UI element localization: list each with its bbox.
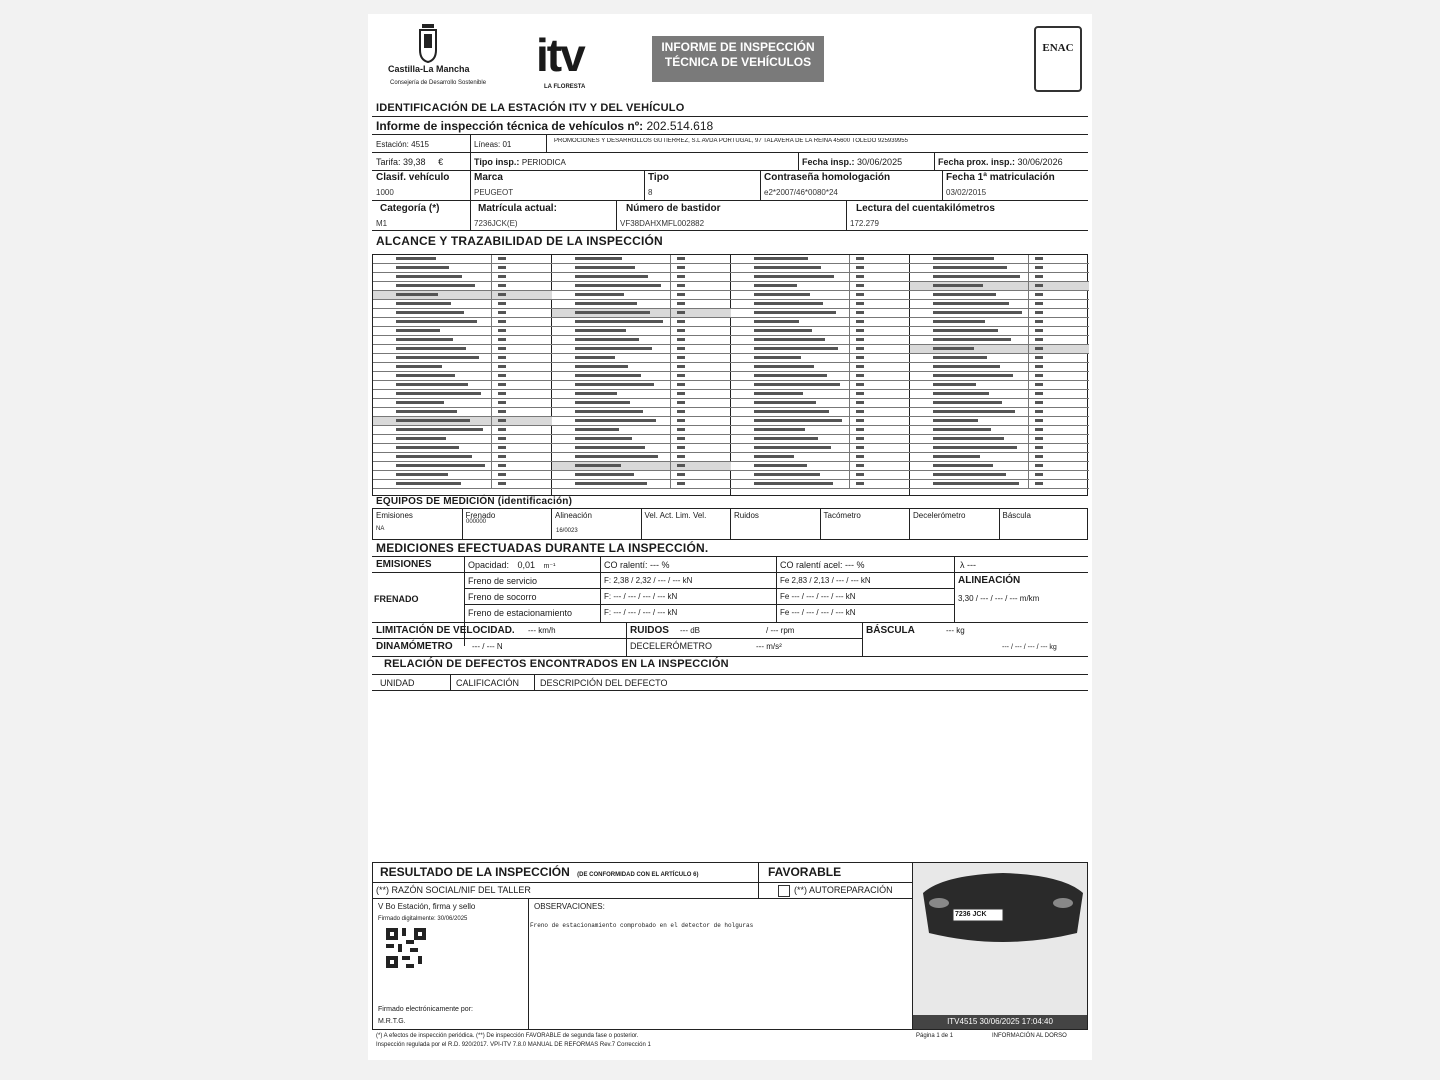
dinamometro-label: DINAMÓMETRO [376, 641, 453, 652]
scope-row [731, 282, 910, 291]
scope-row [373, 273, 552, 282]
footer-info: INFORMACIÓN AL DORSO [992, 1033, 1067, 1039]
plate-value: 7236JCK(E) [474, 219, 518, 228]
scope-row [910, 273, 1089, 282]
category-label: Categoría (*) [380, 203, 440, 214]
scope-row [552, 300, 731, 309]
scope-title: ALCANCE Y TRAZABILIDAD DE LA INSPECCIÓN [376, 234, 663, 248]
scope-row [731, 327, 910, 336]
alineacion-sub: 16/0023 [556, 528, 578, 534]
scope-row [910, 309, 1089, 318]
ruidos-rpm: / --- rpm [766, 626, 795, 635]
opacidad-value: 0,01 [517, 560, 536, 570]
scope-row [910, 255, 1089, 264]
odometer-value: 172.279 [850, 219, 879, 228]
class-value: 1000 [376, 188, 394, 197]
scope-row [731, 345, 910, 354]
scope-row [910, 363, 1089, 372]
scope-row [552, 444, 731, 453]
limitacion-label: LIMITACIÓN DE VELOCIDAD. [376, 625, 515, 636]
result-title: RESULTADO DE LA INSPECCIÓN [380, 865, 570, 879]
frenado-sub: 000000 [466, 519, 487, 525]
freno-servicio-f: F: 2,38 / 2,32 / --- / --- kN [604, 576, 693, 585]
lines-label: Líneas: [474, 140, 501, 149]
scope-row [552, 381, 731, 390]
type-label: Tipo [648, 172, 669, 183]
result-title-sub: (DE CONFORMIDAD CON EL ARTÍCULO 6) [577, 872, 699, 878]
scope-row [910, 327, 1089, 336]
scope-row [731, 444, 910, 453]
col-descripcion: DESCRIPCIÓN DEL DEFECTO [540, 678, 668, 688]
lines-value: 01 [502, 140, 512, 149]
report-number-row [376, 119, 713, 133]
scope-row [910, 282, 1089, 291]
scope-row [373, 435, 552, 444]
report-banner-line1: INFORME DE INSPECCIÓN [661, 40, 815, 54]
region-sub: Consejería de Desarrollo Sostenible [390, 80, 487, 86]
scope-row [373, 453, 552, 462]
scope-row [731, 354, 910, 363]
signer-name: M.R.T.G. [378, 1018, 406, 1025]
scope-row [373, 426, 552, 435]
scope-row [373, 381, 552, 390]
col-calificacion: CALIFICACIÓN [456, 678, 520, 688]
scope-row [910, 462, 1089, 471]
date-next-row [938, 157, 1063, 167]
scope-row [910, 435, 1089, 444]
company-text: PROMOCIONES Y DESARROLLOS GUTIERREZ, S.L AVDA PORTUGAL, 97 TALAVERA DE LA REINA 45600 TOLEDO 925939955 [554, 138, 908, 144]
bascula-value: --- kg [946, 626, 965, 635]
autoreparacion: (**) AUTOREPARACIÓN [794, 885, 893, 895]
report-banner-line2: TÉCNICA DE VEHÍCULOS [664, 55, 812, 69]
result-title-row [380, 865, 698, 879]
scope-row [731, 462, 910, 471]
scope-row [373, 345, 552, 354]
vobo-date: Firmado digitalmente: 30/06/2025 [378, 916, 468, 922]
odometer-label: Lectura del cuentakilómetros [856, 203, 995, 214]
observaciones-label: OBSERVACIONES: [534, 902, 605, 911]
scope-row [373, 354, 552, 363]
type-value: 8 [648, 188, 653, 197]
station-row [376, 140, 429, 149]
col-unidad: UNIDAD [380, 678, 415, 688]
scope-row [731, 255, 910, 264]
equipment-decelerometro-label: Decelerómetro [913, 511, 966, 520]
type-insp-row [474, 157, 566, 167]
scope-row [552, 273, 731, 282]
scope-row [910, 426, 1089, 435]
scope-row [373, 255, 552, 264]
alineacion-value: 3,30 / --- / --- / --- m/km [958, 594, 1040, 603]
report-number-value: 202.514.618 [646, 119, 714, 133]
scope-row [373, 408, 552, 417]
co-ralenti: CO ralentí: --- % [604, 560, 670, 570]
date-next-value: 30/06/2026 [1017, 157, 1063, 167]
scope-row [731, 408, 910, 417]
first-reg-value: 03/02/2015 [946, 188, 987, 197]
report-banner [652, 36, 824, 82]
date-next-label: Fecha prox. insp.: [938, 157, 1016, 167]
date-insp-label: Fecha insp.: [802, 157, 855, 167]
freno-servicio-fe: Fe 2,83 / 2,13 / --- / --- kN [780, 576, 871, 585]
scope-row [552, 399, 731, 408]
scope-row [910, 300, 1089, 309]
photo-stamp: ITV4515 30/06/2025 17:04:40 [913, 1015, 1087, 1029]
scope-row [910, 444, 1089, 453]
scope-row [552, 354, 731, 363]
scope-row [910, 408, 1089, 417]
scope-row [373, 327, 552, 336]
scope-row [552, 318, 731, 327]
photo-plate: 7236 JCK [955, 911, 987, 918]
signed-label: Firmado electrónicamente por: [378, 1006, 473, 1013]
freno-estac-f: F: --- / --- / --- / --- kN [604, 608, 678, 617]
equipment-frenado-label: Frenado [465, 511, 496, 520]
scope-row [552, 390, 731, 399]
scope-row [731, 300, 910, 309]
rate-value: 39,38 [403, 157, 426, 167]
scope-row [552, 345, 731, 354]
scope-row [552, 363, 731, 372]
date-insp-value: 30/06/2025 [857, 157, 903, 167]
homolog-label: Contraseña homologación [764, 172, 891, 183]
enac-badge [1034, 26, 1082, 92]
scope-row [373, 291, 552, 300]
scope-row [731, 273, 910, 282]
plate-label: Matrícula actual: [478, 203, 557, 214]
decelerometro-value: --- m/s² [756, 642, 782, 651]
scope-row [552, 435, 731, 444]
brand-value: PEUGEOT [474, 188, 514, 197]
car-front-icon [913, 863, 1087, 1013]
type-insp-value: PERIODICA [521, 158, 566, 167]
scope-row [373, 444, 552, 453]
scope-row [552, 372, 731, 381]
itv-logo: itv [536, 29, 584, 81]
scope-row [731, 417, 910, 426]
emisiones-sub: NA [376, 526, 385, 532]
lambda: λ --- [960, 560, 976, 570]
opacidad-unit: m⁻¹ [543, 563, 556, 570]
freno-socorro: Freno de socorro [468, 592, 537, 602]
region-name: Castilla-La Mancha [388, 64, 470, 74]
scope-row [731, 363, 910, 372]
rate-label: Tarifa: [376, 157, 401, 167]
vin-value: VF38DAHXMFL002882 [620, 219, 705, 228]
scope-row [910, 471, 1089, 480]
scope-row [373, 417, 552, 426]
razon-social: (**) RAZÓN SOCIAL/NIF DEL TALLER [376, 885, 531, 895]
homolog-value: e2*2007/46*0080*24 [764, 188, 838, 197]
observaciones-text: Freno de estacionamiento comprobado en el detector de holguras [530, 922, 754, 929]
dinamometro-value: --- / --- N [472, 642, 503, 651]
emisiones-label: EMISIONES [376, 559, 432, 570]
scope-row [731, 381, 910, 390]
scope-row [910, 381, 1089, 390]
scope-row [552, 264, 731, 273]
equipment-ruidos-label: Ruidos [734, 511, 759, 520]
equipment-vel-act-label: Vel. Act. Lim. Vel. [644, 511, 707, 520]
ruidos-label: RUIDOS [630, 625, 669, 636]
scope-row [731, 471, 910, 480]
scope-row [731, 390, 910, 399]
enac-label: ENAC [1042, 42, 1074, 54]
scope-row [731, 435, 910, 444]
scope-row [552, 282, 731, 291]
qr-code-icon [386, 928, 426, 968]
scope-row [373, 372, 552, 381]
limitacion-value: --- km/h [528, 626, 556, 635]
scope-row [910, 354, 1089, 363]
station-label: Estación: [376, 140, 409, 149]
measurements-title: MEDICIONES EFECTUADAS DURANTE LA INSPECCIÓN. [376, 541, 709, 555]
category-value: M1 [376, 219, 388, 228]
ruidos-value: --- dB [680, 626, 700, 635]
freno-estac-fe: Fe --- / --- / --- / --- kN [780, 608, 856, 617]
co-ralenti-acel: CO ralentí acel: --- % [780, 560, 865, 570]
scope-grid [372, 254, 1088, 496]
scope-row [910, 399, 1089, 408]
scope-row [910, 390, 1089, 399]
rate-unit: € [438, 157, 444, 167]
scope-row [910, 480, 1089, 489]
scope-row [910, 291, 1089, 300]
scope-row [373, 399, 552, 408]
scope-row [731, 264, 910, 273]
scope-row [373, 318, 552, 327]
crest-icon [412, 22, 444, 64]
scope-row [373, 336, 552, 345]
scope-row [910, 318, 1089, 327]
equipment-emisiones-label: Emisiones [376, 511, 413, 520]
scope-row [552, 417, 731, 426]
footer-note1: (*) A efectos de inspección periódica. (**) De inspección FAVORABLE de segunda fase o posterior. [376, 1033, 639, 1039]
station-value: 4515 [411, 140, 429, 149]
bascula-label: BÁSCULA [866, 625, 915, 636]
scope-row [910, 264, 1089, 273]
scope-row [731, 399, 910, 408]
scope-row [373, 471, 552, 480]
scope-row [552, 480, 731, 489]
scope-row [731, 372, 910, 381]
first-reg-label: Fecha 1ª matriculación [946, 172, 1055, 183]
scope-row [731, 480, 910, 489]
equipment-bascula-label: Báscula [1002, 511, 1031, 520]
bascula-values2: --- / --- / --- / --- kg [1002, 644, 1057, 651]
freno-socorro-fe: Fe --- / --- / --- / --- kN [780, 592, 856, 601]
scope-row [731, 309, 910, 318]
opacidad-row [468, 560, 555, 570]
scope-row [552, 453, 731, 462]
scope-row [731, 318, 910, 327]
scope-row [910, 345, 1089, 354]
class-label: Clasif. vehículo [376, 172, 450, 183]
scope-row [910, 372, 1089, 381]
freno-socorro-f: F: --- / --- / --- / --- kN [604, 592, 678, 601]
scope-row [373, 264, 552, 273]
scope-row [552, 309, 731, 318]
type-insp-label: Tipo insp.: [474, 157, 520, 167]
scope-row [373, 462, 552, 471]
rate-row [376, 157, 443, 167]
inspection-report-page [368, 14, 1092, 1060]
scope-row [373, 282, 552, 291]
autoreparacion-checkbox [778, 885, 790, 897]
scope-row [910, 336, 1089, 345]
footer-note2: Inspección regulada por el R.D. 920/2017. VPI-ITV 7.8.0 MANUAL DE REFORMAS Rev.7 Corrección 1 [376, 1042, 651, 1048]
alineacion-label: ALINEACIÓN [958, 575, 1021, 586]
freno-servicio: Freno de servicio [468, 576, 538, 586]
vin-label: Número de bastidor [626, 203, 721, 214]
defects-title: RELACIÓN DE DEFECTOS ENCONTRADOS EN LA INSPECCIÓN [384, 658, 729, 670]
identification-title: IDENTIFICACIÓN DE LA ESTACIÓN ITV Y DEL VEHÍCULO [376, 102, 685, 114]
scope-row [552, 471, 731, 480]
scope-row [731, 453, 910, 462]
scope-row [910, 453, 1089, 462]
scope-row [373, 480, 552, 489]
scope-row [552, 408, 731, 417]
vehicle-photo [913, 863, 1087, 1029]
scope-row [731, 426, 910, 435]
scope-row [373, 300, 552, 309]
scope-row [552, 255, 731, 264]
frenado-label: FRENADO [374, 594, 419, 604]
opacidad-label: Opacidad: [468, 560, 510, 570]
date-insp-row [802, 157, 902, 167]
scope-row [910, 417, 1089, 426]
lines-row [474, 140, 511, 149]
report-number-label: Informe de inspección técnica de vehículos nº: [376, 119, 644, 133]
result-verdict: FAVORABLE [768, 865, 842, 879]
vobo-label: V Bo Estación, firma y sello [378, 902, 476, 911]
itv-sub: LA FLORESTA [544, 84, 586, 90]
brand-label: Marca [474, 172, 503, 183]
equipment-tacometro-label: Tacómetro [823, 511, 861, 520]
decelerometro-label: DECELERÓMETRO [630, 641, 713, 651]
scope-row [731, 336, 910, 345]
equipment-alineacion-label: Alineación [555, 511, 592, 520]
freno-estac: Freno de estacionamiento [468, 608, 573, 618]
equipment-title: EQUIPOS DE MEDICIÓN (identificación) [376, 496, 573, 507]
scope-row [731, 291, 910, 300]
scope-row [552, 462, 731, 471]
scope-row [552, 426, 731, 435]
scope-row [373, 390, 552, 399]
scope-row [552, 336, 731, 345]
scope-row [552, 291, 731, 300]
scope-row [552, 327, 731, 336]
scope-row [373, 363, 552, 372]
scope-row [373, 309, 552, 318]
footer-page: Página 1 de 1 [916, 1033, 954, 1039]
